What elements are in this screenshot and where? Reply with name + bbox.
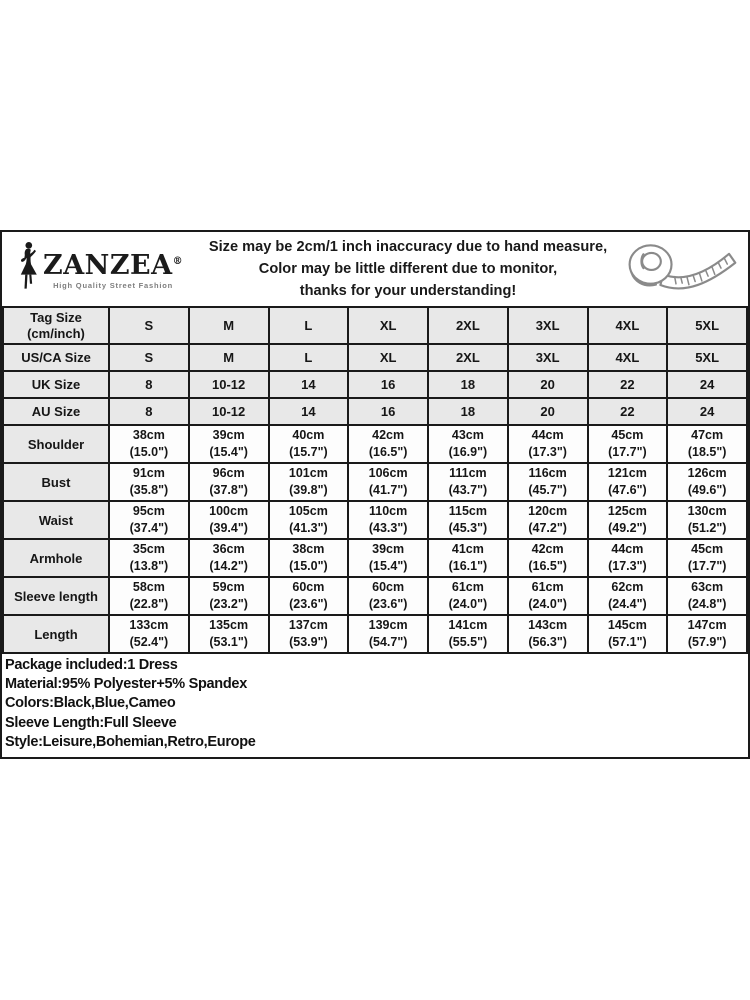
row-label: Sleeve length xyxy=(3,577,109,615)
measurement-cell: 126cm (49.6") xyxy=(667,463,747,501)
size-cell: 5XL xyxy=(667,307,747,344)
detail-package: Package included:1 Dress xyxy=(5,657,178,673)
product-details xyxy=(2,654,748,757)
size-disclaimer xyxy=(202,236,618,302)
measurement-cell: 96cm (37.8") xyxy=(189,463,269,501)
measurement-cell: 38cm (15.0") xyxy=(109,425,189,463)
size-cell: S xyxy=(109,307,189,344)
table-row xyxy=(3,425,747,463)
measurement-cell: 40cm (15.7") xyxy=(269,425,349,463)
row-label: Length xyxy=(3,615,109,653)
size-chart-table xyxy=(2,306,748,654)
size-cell: 18 xyxy=(428,371,508,398)
measurement-cell: 111cm (43.7") xyxy=(428,463,508,501)
measurement-cell: 133cm (52.4") xyxy=(109,615,189,653)
row-label: US/CA Size xyxy=(3,344,109,371)
size-cell: XL xyxy=(348,307,428,344)
disclaimer-line: Color may be little different due to monitor, xyxy=(258,261,558,277)
size-cell: 5XL xyxy=(667,344,747,371)
row-label: Shoulder xyxy=(3,425,109,463)
detail-material: Material:95% Polyester+5% Spandex xyxy=(5,676,247,693)
measurement-cell: 42cm (16.5") xyxy=(508,539,588,577)
size-cell: 20 xyxy=(508,398,588,425)
measurement-cell: 44cm (17.3") xyxy=(508,425,588,463)
row-label: UK Size xyxy=(3,371,109,398)
measurement-cell: 105cm (41.3") xyxy=(269,501,349,539)
table-row xyxy=(3,539,747,577)
measurement-cell: 137cm (53.9") xyxy=(269,615,349,653)
detail-style: Style:Leisure,Bohemian,Retro,Europe xyxy=(5,733,256,750)
measurement-cell: 95cm (37.4") xyxy=(109,501,189,539)
size-cell: S xyxy=(109,344,189,371)
measurement-cell: 41cm (16.1") xyxy=(428,539,508,577)
size-cell: 10-12 xyxy=(189,371,269,398)
brand-name: ZANZEA® xyxy=(43,250,184,281)
measurement-cell: 121cm (47.6") xyxy=(588,463,668,501)
table-row xyxy=(3,577,747,615)
measurement-cell: 39cm (15.4") xyxy=(348,539,428,577)
measurement-cell: 38cm (15.0") xyxy=(269,539,349,577)
measurement-cell: 45cm (17.7") xyxy=(588,425,668,463)
row-label: Bust xyxy=(3,463,109,501)
disclaimer-line: thanks for your understanding! xyxy=(299,283,517,299)
measurement-cell: 106cm (41.7") xyxy=(348,463,428,501)
size-cell: 14 xyxy=(269,371,349,398)
size-cell: 20 xyxy=(508,371,588,398)
row-label: AU Size xyxy=(3,398,109,425)
measurement-cell: 115cm (45.3") xyxy=(428,501,508,539)
measurement-cell: 130cm (51.2") xyxy=(667,501,747,539)
table-row xyxy=(3,398,747,425)
measurement-cell: 141cm (55.5") xyxy=(428,615,508,653)
measurement-cell: 61cm (24.0") xyxy=(508,577,588,615)
size-cell: M xyxy=(189,344,269,371)
woman-silhouette-icon xyxy=(16,240,40,299)
size-cell: 16 xyxy=(348,398,428,425)
size-cell: 2XL xyxy=(428,344,508,371)
table-row xyxy=(3,463,747,501)
brand-tagline: High Quality Street Fashion xyxy=(53,281,174,290)
size-cell: L xyxy=(269,307,349,344)
measurement-cell: 61cm (24.0") xyxy=(428,577,508,615)
measurement-cell: 143cm (56.3") xyxy=(508,615,588,653)
size-chart-sheet xyxy=(0,230,750,759)
brand-logo xyxy=(16,240,202,299)
disclaimer-line: Size may be 2cm/1 inch inaccuracy due to hand measure, xyxy=(208,239,608,255)
measurement-cell: 101cm (39.8") xyxy=(269,463,349,501)
table-row xyxy=(3,371,747,398)
measurement-cell: 36cm (14.2") xyxy=(189,539,269,577)
measurement-cell: 39cm (15.4") xyxy=(189,425,269,463)
measurement-cell: 42cm (16.5") xyxy=(348,425,428,463)
measurement-cell: 59cm (23.2") xyxy=(189,577,269,615)
size-cell: 4XL xyxy=(588,344,668,371)
size-cell: 10-12 xyxy=(189,398,269,425)
size-cell: 14 xyxy=(269,398,349,425)
size-cell: 24 xyxy=(667,371,747,398)
measurement-cell: 135cm (53.1") xyxy=(189,615,269,653)
measurement-cell: 63cm (24.8") xyxy=(667,577,747,615)
measurement-cell: 120cm (47.2") xyxy=(508,501,588,539)
size-cell: L xyxy=(269,344,349,371)
row-label: Tag Size (cm/inch) xyxy=(3,307,109,344)
size-cell: 22 xyxy=(588,398,668,425)
size-cell: XL xyxy=(348,344,428,371)
measurement-cell: 62cm (24.4") xyxy=(588,577,668,615)
detail-sleeve-length: Sleeve Length:Full Sleeve xyxy=(5,714,177,731)
size-cell: 2XL xyxy=(428,307,508,344)
size-cell: 16 xyxy=(348,371,428,398)
size-cell: 24 xyxy=(667,398,747,425)
size-cell: 3XL xyxy=(508,344,588,371)
measurement-cell: 47cm (18.5") xyxy=(667,425,747,463)
table-row xyxy=(3,344,747,371)
size-cell: M xyxy=(189,307,269,344)
measurement-cell: 58cm (22.8") xyxy=(109,577,189,615)
size-cell: 22 xyxy=(588,371,668,398)
measurement-cell: 43cm (16.9") xyxy=(428,425,508,463)
measuring-tape-icon xyxy=(618,236,742,302)
size-cell: 4XL xyxy=(588,307,668,344)
measurement-cell: 45cm (17.7") xyxy=(667,539,747,577)
brand-text-block xyxy=(43,248,183,290)
table-row xyxy=(3,615,747,653)
measurement-cell: 110cm (43.3") xyxy=(348,501,428,539)
size-cell: 8 xyxy=(109,398,189,425)
size-cell: 3XL xyxy=(508,307,588,344)
row-label: Waist xyxy=(3,501,109,539)
header-band xyxy=(2,232,748,306)
table-row xyxy=(3,307,747,344)
measurement-cell: 139cm (54.7") xyxy=(348,615,428,653)
measurement-cell: 147cm (57.9") xyxy=(667,615,747,653)
measurement-cell: 44cm (17.3") xyxy=(588,539,668,577)
detail-colors: Colors:Black,Blue,Cameo xyxy=(5,695,176,712)
measurement-cell: 145cm (57.1") xyxy=(588,615,668,653)
measurement-cell: 60cm (23.6") xyxy=(269,577,349,615)
table-row xyxy=(3,501,747,539)
measurement-cell: 60cm (23.6") xyxy=(348,577,428,615)
measurement-cell: 91cm (35.8") xyxy=(109,463,189,501)
measurement-cell: 100cm (39.4") xyxy=(189,501,269,539)
size-cell: 18 xyxy=(428,398,508,425)
registered-trademark: ® xyxy=(172,256,184,267)
row-label: Armhole xyxy=(3,539,109,577)
measurement-cell: 125cm (49.2") xyxy=(588,501,668,539)
measurement-cell: 35cm (13.8") xyxy=(109,539,189,577)
measurement-cell: 116cm (45.7") xyxy=(508,463,588,501)
size-cell: 8 xyxy=(109,371,189,398)
